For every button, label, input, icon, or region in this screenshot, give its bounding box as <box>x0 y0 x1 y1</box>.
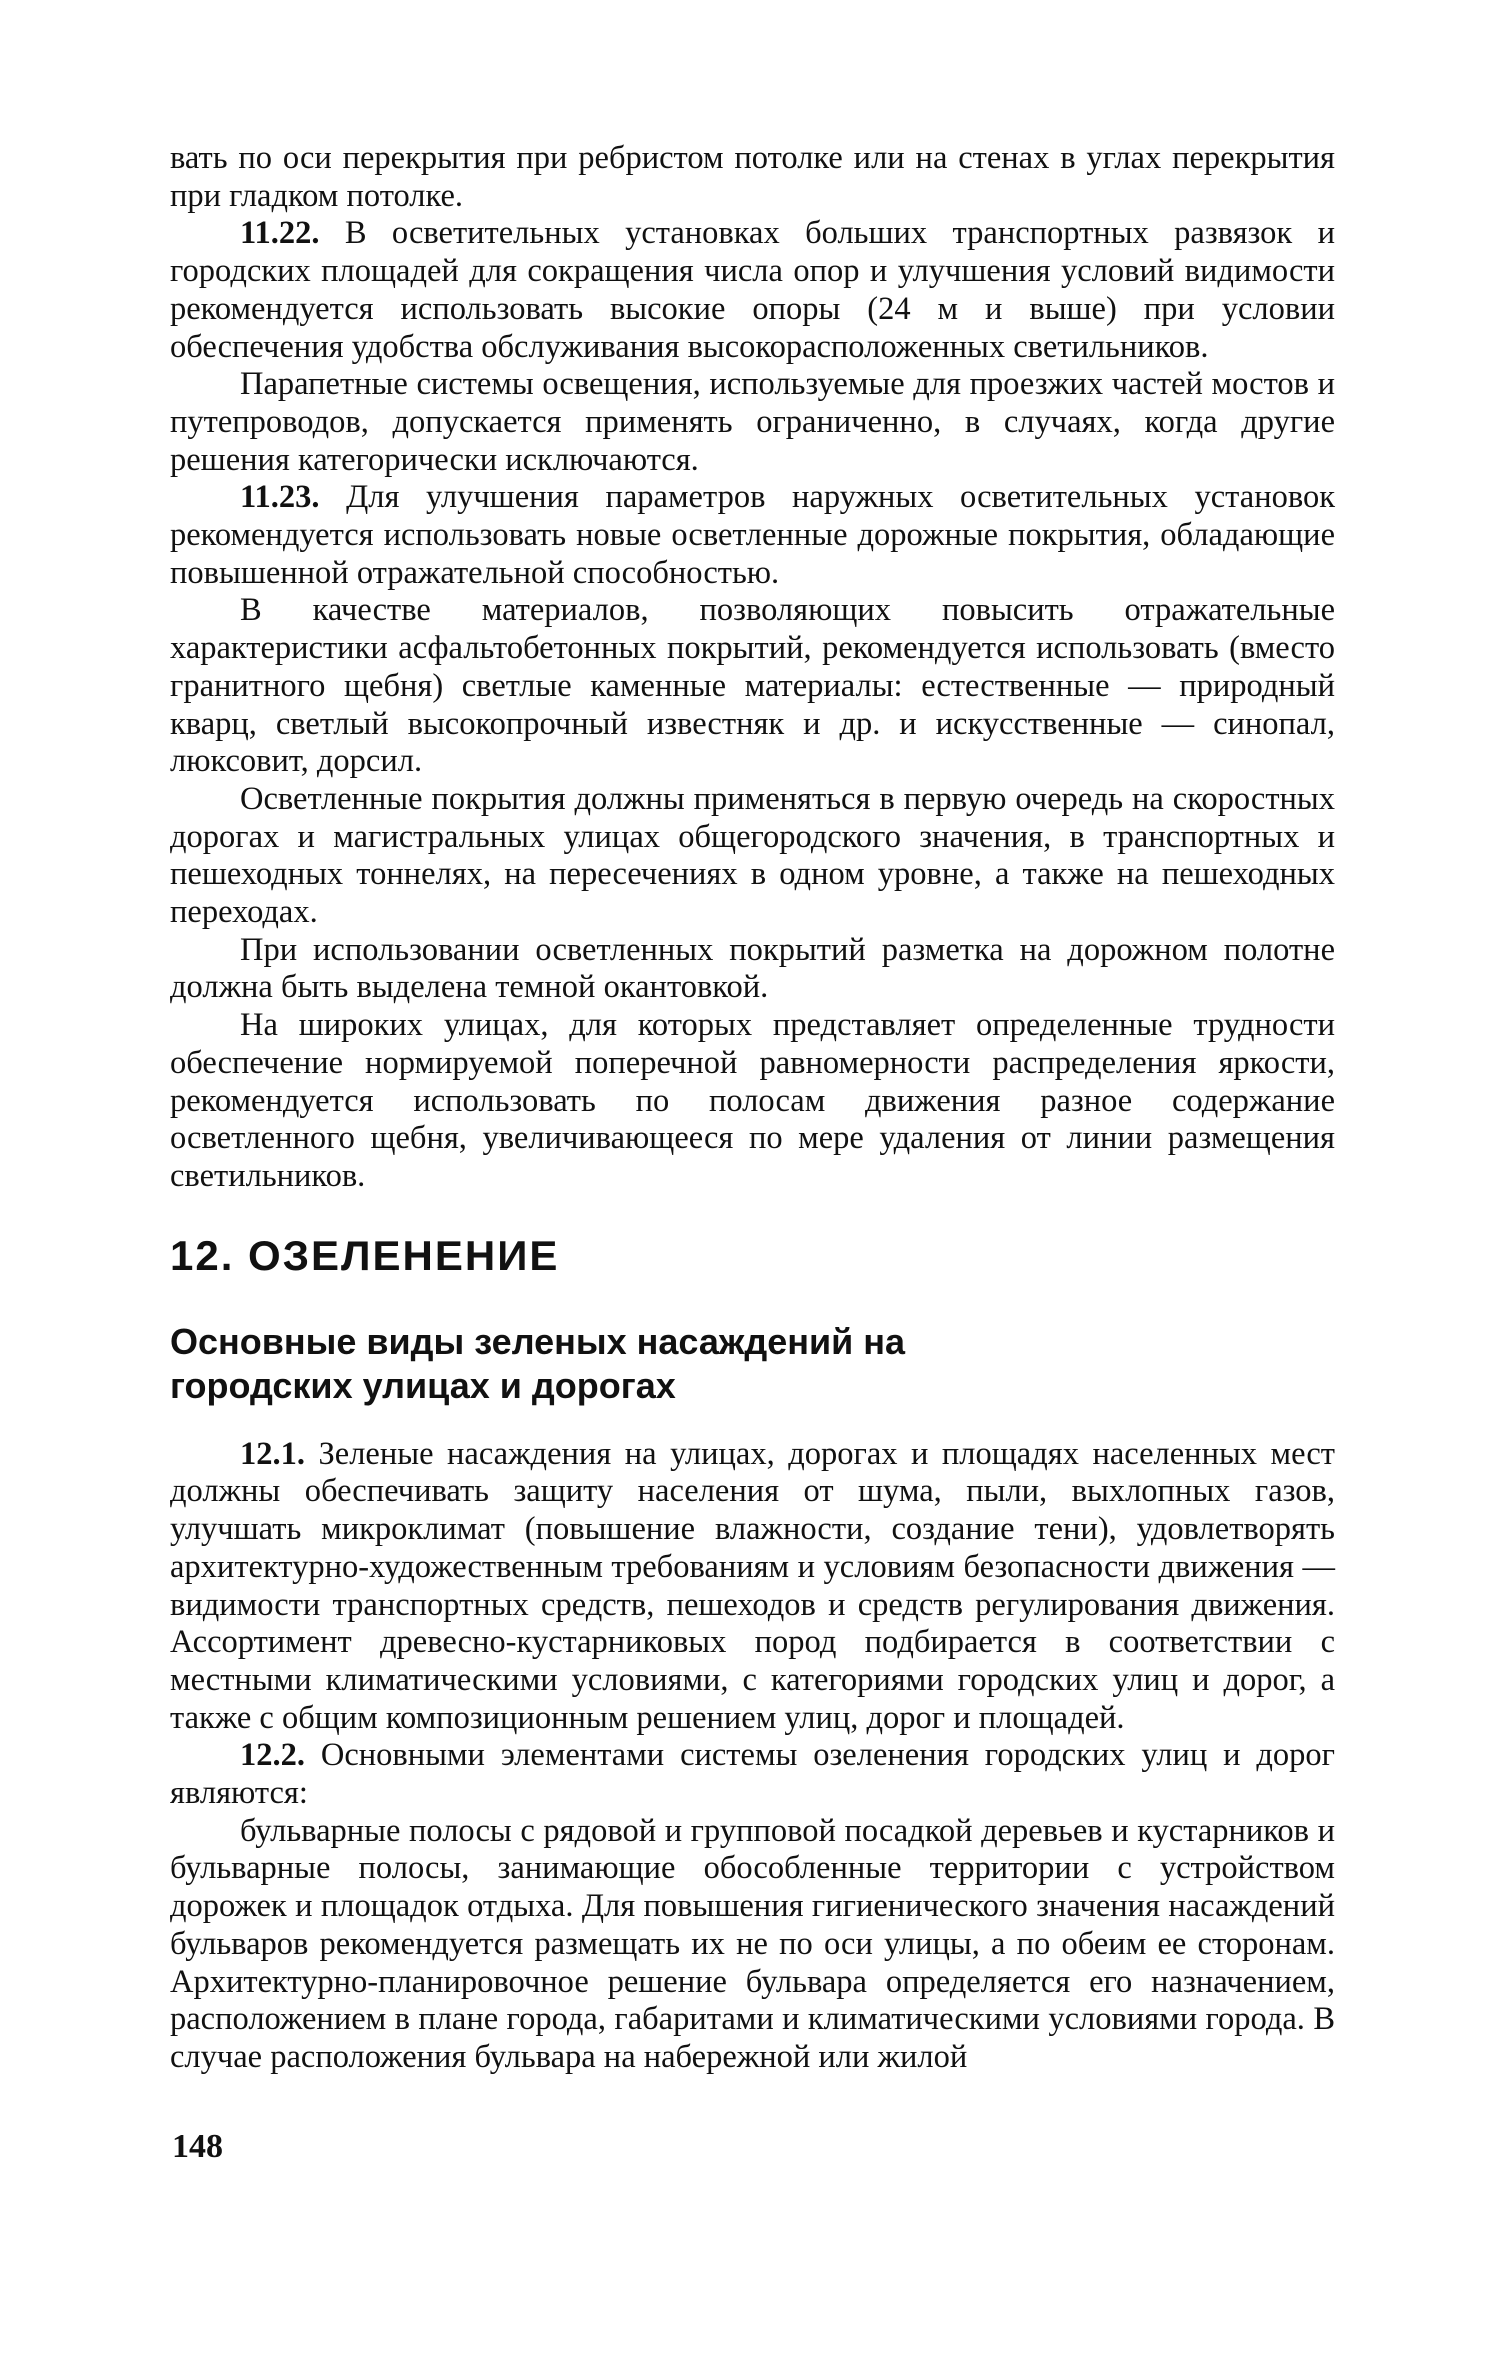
page-body <box>170 140 1335 2077</box>
paragraph-number: 12.1. <box>240 1435 305 1472</box>
paragraph-text: Основными элементами системы озеленения городских улиц и дорог являются: <box>170 1737 1335 1812</box>
page-number: 148 <box>172 2128 223 2165</box>
paragraph-light-coatings <box>170 781 1335 932</box>
chapter-heading: 12. ОЗЕЛЕНЕНИЕ <box>170 1231 560 1279</box>
paragraph-parapet <box>170 366 1335 479</box>
paragraph-text: В осветительных установках больших транспортных развязок и городских площадей для сокращения числа опор и улучшения условий видимости рекомендуется использовать высокие опоры (24 м и выше) при условии обеспечения удобства обслуживания высокорасположенных светильников. <box>170 215 1335 365</box>
paragraph-11-22 <box>170 215 1335 366</box>
paragraph-text: На широких улицах, для которых представляет определенные трудности обеспечение нормируемой поперечной равномерности распределения яркости, рекомендуется использовать по полосам движения разное содержание осветленного щебня, увеличивающееся по мере удаления от линии размещения светильников. <box>170 1007 1335 1194</box>
paragraph-boulevards <box>170 1813 1335 2077</box>
paragraph-11-23 <box>170 479 1335 592</box>
paragraph-text: В качестве материалов, позволяющих повысить отражательные характеристики асфальтобетонных покрытий, рекомендуется использовать (вместо гранитного щебня) светлые каменные материалы: естественные — природный кварц, светлый высокопрочный известняк и др. и искусственные — синопал, люксовит, дорсил. <box>170 592 1335 780</box>
paragraph-text: Зеленые насаждения на улицах, дорогах и площадях населенных мест должны обеспечивать защиту населения от шума, пыли, выхлопных газов, улучшать микроклимат (повышение влажности, создание тени), удовлетворять архитектурно-художественным требованиям и условиям безопасности движения — видимости транспортных средств, пешеходов и средств регулирования движения. Ассортимент древесно-кустарниковых пород подбирается в соответствии с местными климатическими условиями, с категориями городских улиц и дорог, а также с общим композиционным решением улиц, дорог и площадей. <box>170 1435 1335 1736</box>
paragraph-wide-streets <box>170 1007 1335 1196</box>
paragraph-text: Осветленные покрытия должны применяться в первую очередь на скоростных дорогах и магистральных улицах общегородского значения, в транспортных и пешеходных тоннелях, на пересечениях в одном уровне, а также на пешеходных переходах. <box>170 780 1335 931</box>
paragraph-12-1 <box>170 1436 1335 1738</box>
paragraph-12-2 <box>170 1737 1335 1812</box>
paragraph-number: 11.22. <box>240 215 320 252</box>
paragraph-text: Для улучшения параметров наружных осветительных установок рекомендуется использовать новые осветленные дорожные покрытия, обладающие повышенной отражательной способностью. <box>170 479 1335 591</box>
paragraph-text: вать по оси перекрытия при ребристом потолке или на стенах в углах перекрытия при гладком потолке. <box>170 140 1335 214</box>
bottom-text-block <box>170 1436 1335 2077</box>
paragraph-continuation <box>170 140 1335 215</box>
paragraph-materials <box>170 592 1335 781</box>
paragraph-text: бульварные полосы с рядовой и групповой посадкой деревьев и кустарников и бульварные полосы, занимающие обособленные территории с устройством дорожек и площадок отдыха. Для повышения гигиенического значения насаждений бульваров рекомендуется размещать их не по оси улицы, а по обеим ее сторонам. Архитектурно-планировочное решение бульвара определяется его назначением, расположением в плане города, габаритами и климатическими условиями города. В случае расположения бульвара на набережной или жилой <box>170 1812 1335 2075</box>
paragraph-marking <box>170 932 1335 1007</box>
paragraph-number: 11.23. <box>240 479 320 516</box>
paragraph-text: Парапетные системы освещения, используемые для проезжих частей мостов и путепроводов, допускается применять ограниченно, в случаях, когда другие решения категорически исключаются. <box>170 366 1335 478</box>
paragraph-number: 12.2. <box>240 1737 305 1774</box>
section-heading: Основные виды зеленых насаждений на городских улицах и дорогах <box>170 1320 906 1406</box>
paragraph-text: При использовании осветленных покрытий разметка на дорожном полотне должна быть выделена темной окантовкой. <box>170 931 1335 1006</box>
top-text-block <box>170 140 1335 1196</box>
